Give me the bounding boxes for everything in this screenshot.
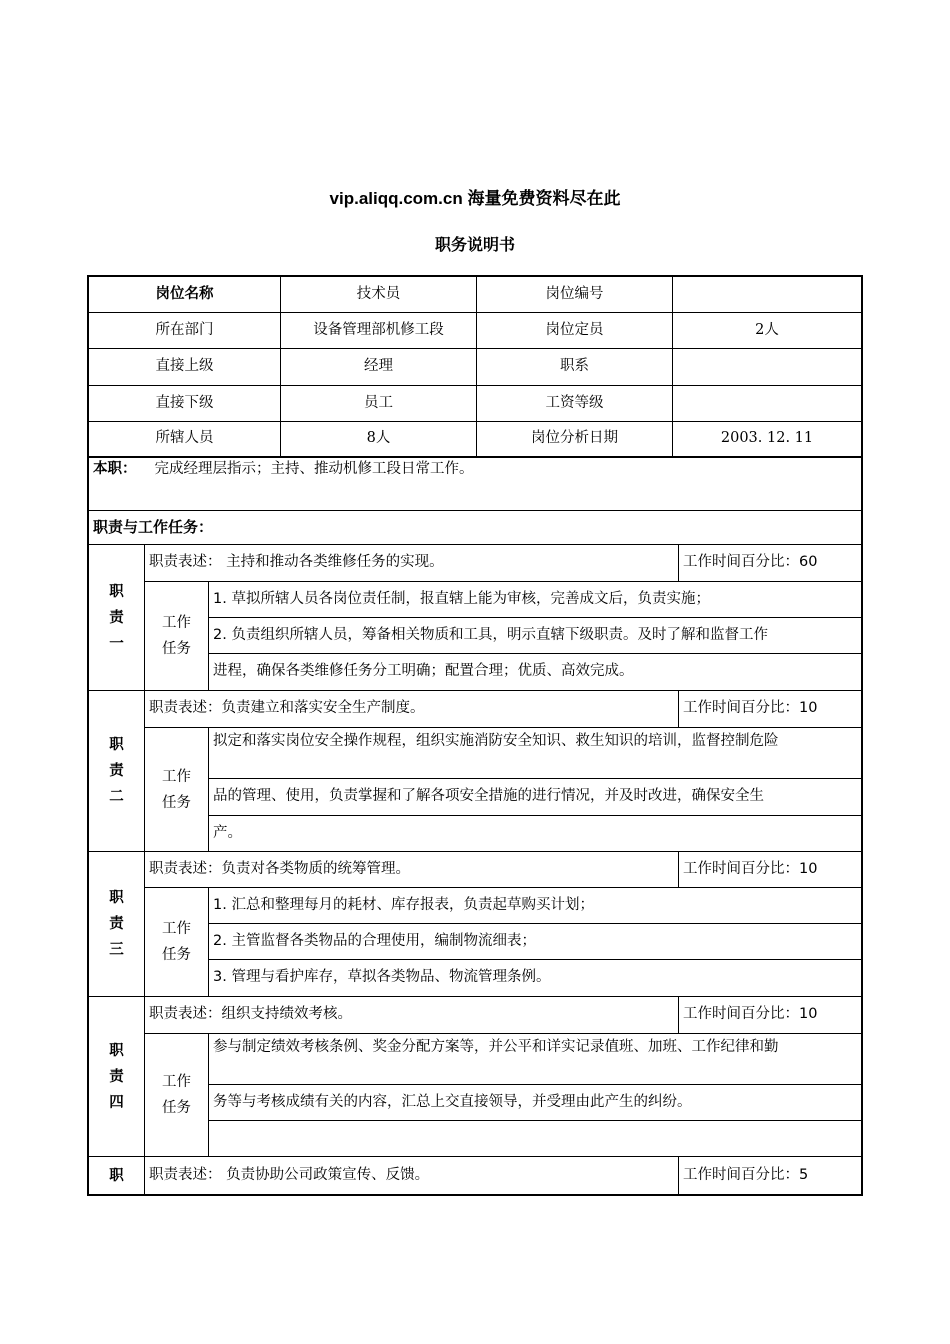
duty-3-task-label: 工作 任务 (145, 888, 209, 997)
duties-table (87, 456, 863, 1196)
duty-5-desc: 职责表述： 负责协助公司政策宣传、反馈。 (145, 1157, 679, 1194)
duty-4-desc: 职责表述：组织支持绩效考核。 (145, 997, 679, 1034)
duty-2-task-3: 产。 (209, 816, 861, 852)
duty-3-name: 职 责 三 (89, 852, 145, 997)
duty-2-percent: 工作时间百分比：10 (679, 691, 861, 728)
dept-label: 所在部门 (89, 313, 281, 349)
duty-1-task-label: 工作 任务 (145, 582, 209, 691)
info-table (87, 275, 863, 458)
duty-1-task-2: 2. 负责组织所辖人员，筹备相关物质和工具，明示直辖下级职责。及时了解和监督工作 (209, 618, 861, 654)
duty-4-task-2: 务等与考核成绩有关的内容，汇总上交直接领导，并受理由此产生的纠纷。 (209, 1085, 861, 1121)
superior-label: 直接上级 (89, 349, 281, 386)
duty-2-task-label: 工作 任务 (145, 728, 209, 852)
duty-1-task-3: 进程，确保各类维修任务分工明确；配置合理；优质、高效完成。 (209, 654, 861, 691)
grade-label: 工资等级 (477, 386, 673, 422)
managed-value: 8人 (281, 422, 477, 456)
duty-4-task-label: 工作 任务 (145, 1034, 209, 1157)
duty-1-name: 职 责 一 (89, 545, 145, 691)
managed-label: 所辖人员 (89, 422, 281, 456)
post-code-value (673, 277, 861, 313)
staffing-value: 2人 (673, 313, 861, 349)
subordinate-value: 员工 (281, 386, 477, 422)
duty-1-task-1: 1. 草拟所辖人员各岗位责任制，报直辖上能为审核，完善成文后，负责实施； (209, 582, 861, 618)
duty-3-percent: 工作时间百分比：10 (679, 852, 861, 888)
site-banner: vip.aliqq.com.cn 海量免费资料尽在此 (329, 189, 621, 208)
duty-1-percent: 工作时间百分比：60 (679, 545, 861, 582)
duty-2-name: 职 责 二 (89, 691, 145, 852)
post-code-label: 岗位编号 (477, 277, 673, 313)
subordinate-label: 直接下级 (89, 386, 281, 422)
duty-4-task-1: 参与制定绩效考核条例、奖金分配方案等，并公平和详实记录值班、加班、工作纪律和勤 (209, 1034, 861, 1085)
relation-value (673, 349, 861, 386)
relation-label: 职系 (477, 349, 673, 386)
grade-value (673, 386, 861, 422)
section-title: 职责与工作任务： (89, 511, 861, 545)
duty-5-percent: 工作时间百分比：5 (683, 1166, 809, 1183)
duty-1-desc: 职责表述： 主持和推动各类维修任务的实现。 (145, 545, 679, 582)
duty-3-task-2: 2. 主管监督各类物品的合理使用，编制物流细表； (209, 924, 861, 960)
duty-3-task-1: 1. 汇总和整理每月的耗材、库存报表，负责起草购买计划； (209, 888, 861, 924)
analysis-date-label: 岗位分析日期 (477, 422, 673, 456)
main-duty-label: 本职： (93, 461, 137, 477)
duty-3-desc: 职责表述：负责对各类物质的统筹管理。 (145, 852, 679, 888)
document-title: 职务说明书 (434, 235, 515, 254)
post-name-label: 岗位名称 (89, 277, 281, 313)
main-duty-row (89, 456, 861, 511)
staffing-label: 岗位定员 (477, 313, 673, 349)
duty-3-task-3: 3. 管理与看护库存，草拟各类物品、物流管理条例。 (209, 960, 861, 997)
duty-2-task-2: 品的管理、使用，负责掌握和了解各项安全措施的进行情况，并及时改进，确保安全生 (209, 779, 861, 816)
duty-5-name: 职 (89, 1157, 145, 1194)
main-duty-text: 完成经理层指示；主持、推动机修工段日常工作。 (154, 461, 474, 477)
analysis-date-value: 2003. 12. 11 (720, 430, 814, 447)
duty-4-task-3 (209, 1121, 861, 1157)
duty-4-percent: 工作时间百分比：10 (679, 997, 861, 1034)
superior-value: 经理 (281, 349, 477, 386)
dept-value: 设备管理部机修工段 (281, 313, 477, 349)
post-name-value: 技术员 (281, 277, 477, 313)
duty-2-task-1: 拟定和落实岗位安全操作规程，组织实施消防安全知识、救生知识的培训，监督控制危险 (209, 728, 861, 779)
duty-2-desc: 职责表述：负责建立和落实安全生产制度。 (145, 691, 679, 728)
duty-4-name: 职 责 四 (89, 997, 145, 1157)
